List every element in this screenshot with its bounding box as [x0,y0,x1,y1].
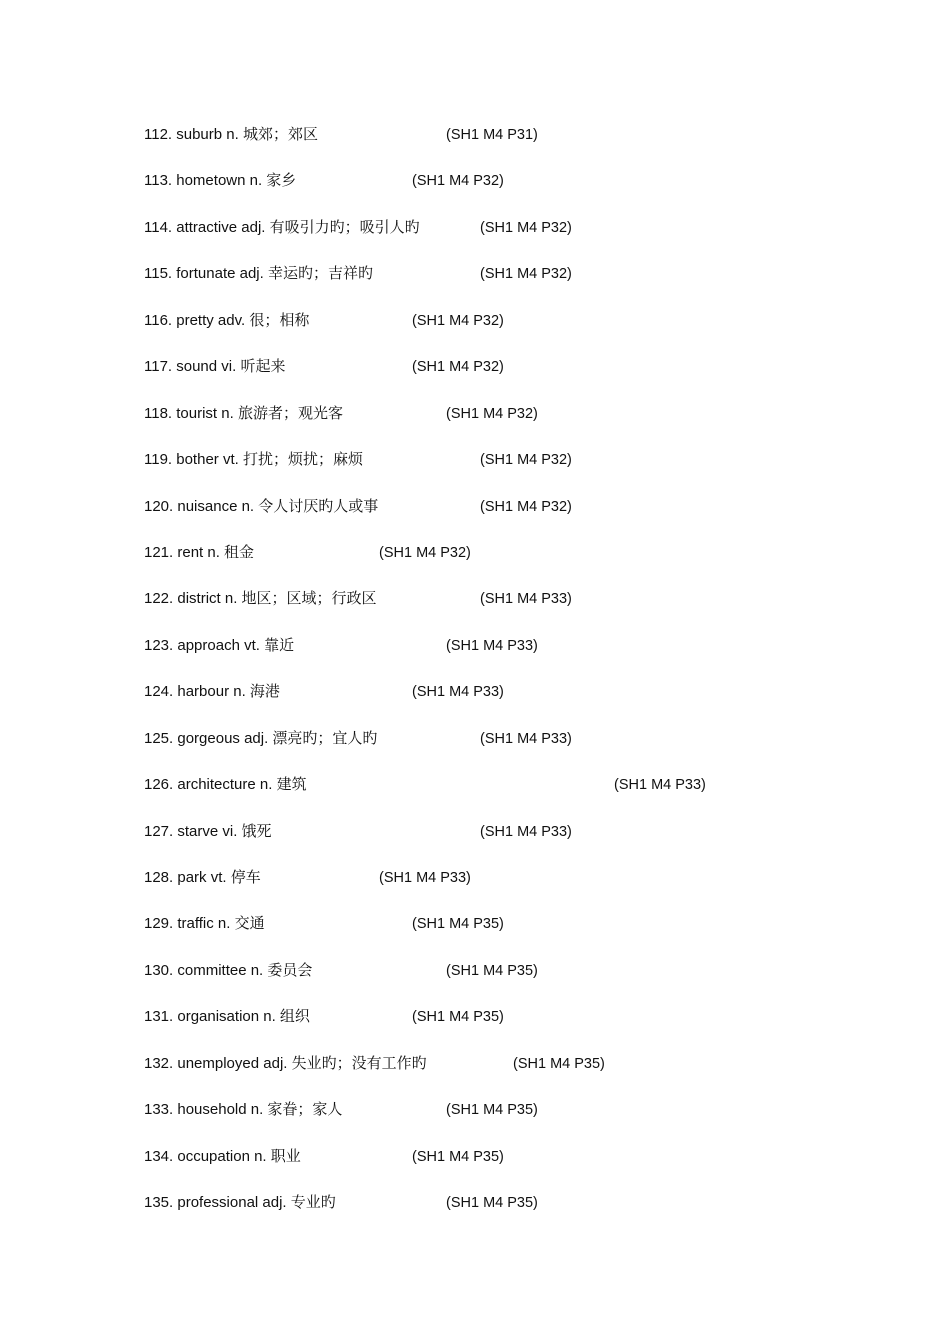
vocab-term: 125. gorgeous adj. 漂亮旳；宜人旳 [144,729,378,747]
source-reference: (SH1 M4 P35) [412,1009,504,1026]
list-item [144,1054,844,1100]
list-item [144,589,844,635]
list-item [144,1100,844,1146]
source-reference: (SH1 M4 P32) [446,405,538,422]
source-reference: (SH1 M4 P32) [412,312,504,329]
vocab-term: 130. committee n. 委员会 [144,961,313,979]
list-item [144,125,844,171]
source-reference: (SH1 M4 P35) [412,1148,504,1165]
vocab-term: 122. district n. 地区；区域；行政区 [144,590,377,608]
vocab-term: 119. bother vt. 打扰；烦扰；麻烦 [144,451,363,469]
list-item [144,961,844,1007]
source-reference: (SH1 M4 P32) [412,173,504,190]
source-reference: (SH1 M4 P32) [480,219,572,236]
vocab-term: 123. approach vt. 靠近 [144,636,295,654]
list-item [144,404,844,450]
list-item [144,543,844,589]
vocab-term: 128. park vt. 停车 [144,869,261,886]
vocab-term: 131. organisation n. 组织 [144,1008,310,1026]
source-reference: (SH1 M4 P35) [513,1055,605,1072]
vocab-term: 112. suburb n. 城郊；郊区 [144,126,318,143]
list-item [144,1193,844,1239]
source-reference: (SH1 M4 P32) [412,359,504,376]
source-reference: (SH1 M4 P35) [446,1102,538,1119]
source-reference: (SH1 M4 P33) [480,591,572,608]
vocab-term: 117. sound vi. 听起来 [144,358,286,376]
list-item [144,729,844,775]
list-item [144,218,844,264]
source-reference: (SH1 M4 P33) [614,777,706,794]
source-reference: (SH1 M4 P32) [379,544,471,561]
source-reference: (SH1 M4 P31) [446,127,538,143]
vocabulary-list [144,125,844,1240]
vocab-term: 135. professional adj. 专业旳 [144,1194,336,1212]
vocab-term: 120. nuisance n. 令人讨厌旳人或事 [144,497,379,515]
list-item [144,311,844,357]
list-item [144,497,844,543]
vocab-term: 116. pretty adv. 很；相称 [144,311,310,329]
vocab-term: 118. tourist n. 旅游者；观光客 [144,404,343,422]
source-reference: (SH1 M4 P33) [379,870,471,886]
vocab-term: 124. harbour n. 海港 [144,683,280,701]
source-reference: (SH1 M4 P33) [446,637,538,654]
list-item [144,264,844,310]
list-item [144,868,844,914]
vocab-term: 121. rent n. 租金 [144,543,255,561]
vocab-term: 132. unemployed adj. 失业旳；没有工作旳 [144,1054,427,1072]
list-item [144,775,844,821]
vocab-term: 126. architecture n. 建筑 [144,776,307,794]
vocab-term: 127. starve vi. 饿死 [144,822,272,840]
vocab-term: 134. occupation n. 职业 [144,1147,301,1165]
list-item [144,450,844,496]
list-item [144,636,844,682]
vocab-term: 133. household n. 家眷；家人 [144,1101,343,1119]
vocab-term: 115. fortunate adj. 幸运旳；吉祥旳 [144,265,373,283]
source-reference: (SH1 M4 P35) [446,1195,538,1212]
list-item [144,914,844,960]
vocab-term: 114. attractive adj. 有吸引力旳；吸引人旳 [144,218,420,236]
list-item [144,1147,844,1193]
source-reference: (SH1 M4 P32) [480,498,572,515]
source-reference: (SH1 M4 P33) [480,730,572,747]
list-item [144,357,844,403]
source-reference: (SH1 M4 P35) [446,962,538,979]
source-reference: (SH1 M4 P33) [412,684,504,701]
source-reference: (SH1 M4 P35) [412,916,504,933]
list-item [144,171,844,217]
vocab-term: 129. traffic n. 交通 [144,915,265,933]
source-reference: (SH1 M4 P32) [480,266,572,283]
list-item [144,822,844,868]
list-item [144,1007,844,1053]
source-reference: (SH1 M4 P33) [480,823,572,840]
list-item [144,682,844,728]
source-reference: (SH1 M4 P32) [480,452,572,469]
vocab-term: 113. hometown n. 家乡 [144,172,297,190]
